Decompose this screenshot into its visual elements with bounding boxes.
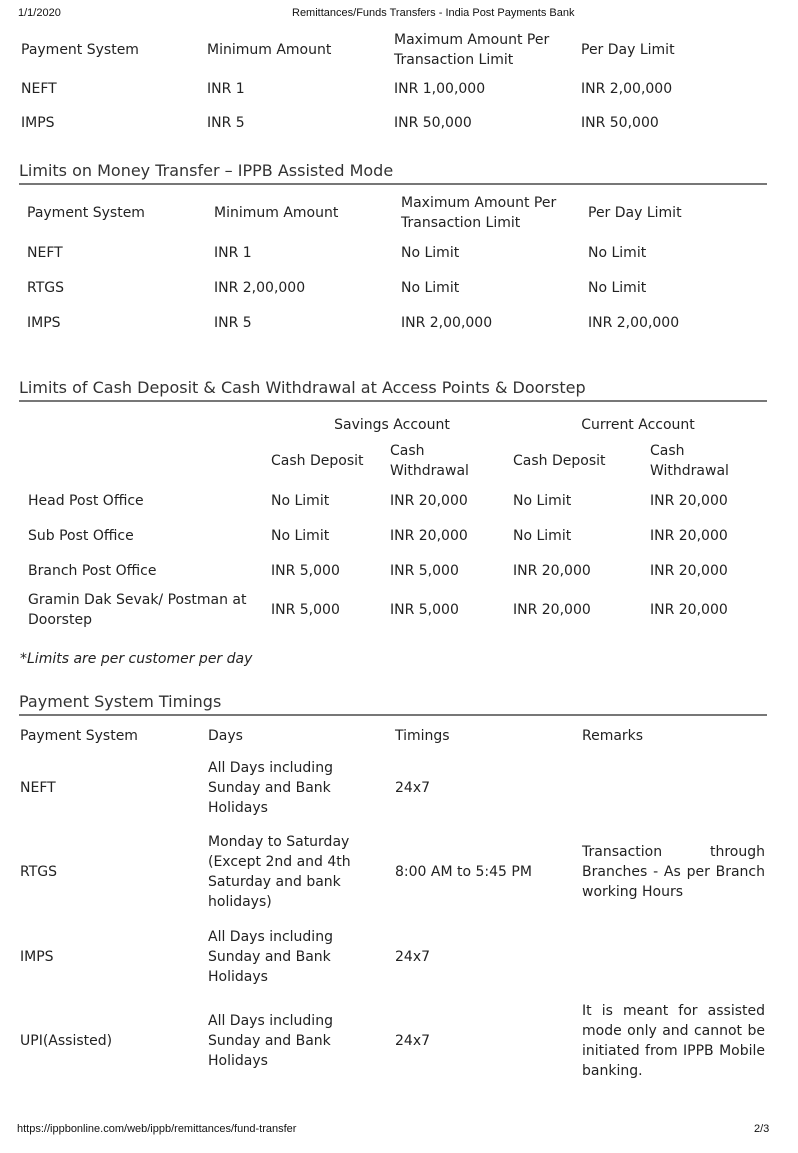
table-cell: INR 2,00,000 xyxy=(401,314,493,331)
table-cell: INR 50,000 xyxy=(394,115,472,131)
column-header: Cash Withdrawal xyxy=(650,443,729,479)
savings-account-header: Savings Account xyxy=(334,417,450,433)
table-cell: No Limit xyxy=(588,244,647,261)
table-cell: RTGS xyxy=(20,864,57,880)
table-cell: INR 5,000 xyxy=(271,602,340,618)
table-cell: INR 20,000 xyxy=(650,562,728,579)
table-row xyxy=(20,826,765,918)
table-cell: INR 5 xyxy=(214,314,252,331)
column-header: Minimum Amount xyxy=(207,42,332,58)
column-header: Cash Deposit xyxy=(271,453,364,469)
table-cell: No Limit xyxy=(401,244,460,261)
column-header: Payment System xyxy=(21,42,139,58)
column-header: Cash Withdrawal xyxy=(390,443,469,479)
table-cell: Head Post Office xyxy=(28,492,144,509)
table-cell: NEFT xyxy=(27,244,63,261)
table-cell: No Limit xyxy=(513,527,572,544)
table-cell xyxy=(582,749,765,826)
table-row xyxy=(27,305,767,340)
table-cell: INR 5,000 xyxy=(271,562,340,579)
print-title: Remittances/Funds Transfers - India Post Payments Bank xyxy=(292,7,575,19)
table-row xyxy=(27,270,767,305)
table-row xyxy=(27,235,767,270)
table-cell: INR 20,000 xyxy=(650,527,728,544)
table-cell: INR 2,00,000 xyxy=(214,279,306,296)
table-cell: All Days including Sunday and Bank Holidays xyxy=(208,1013,333,1069)
table-cell: No Limit xyxy=(271,492,330,509)
table-row xyxy=(28,518,763,553)
table-row xyxy=(28,483,763,518)
column-header: Per Day Limit xyxy=(581,42,675,58)
table-cell: INR 5,000 xyxy=(390,602,459,618)
group-header-row xyxy=(28,411,763,439)
table-cell: INR 1 xyxy=(207,81,245,97)
table-cell: INR 2,00,000 xyxy=(588,314,680,331)
table-cell: INR 20,000 xyxy=(513,602,591,618)
table-row xyxy=(21,72,761,106)
table-row xyxy=(21,106,761,140)
table-cell: INR 20,000 xyxy=(390,492,468,509)
column-header: Days xyxy=(208,727,243,744)
table-cell: IMPS xyxy=(27,314,61,331)
table-cell: INR 5 xyxy=(207,115,245,131)
page-number: 2/3 xyxy=(754,1123,770,1135)
cash-limits-heading: Limits of Cash Deposit & Cash Withdrawal at Access Points & Doorstep xyxy=(19,378,767,402)
table-cell: INR 20,000 xyxy=(650,492,728,509)
table-row xyxy=(28,553,763,588)
timings-heading: Payment System Timings xyxy=(19,692,767,716)
limits-table xyxy=(21,28,761,140)
assisted-mode-heading: Limits on Money Transfer – IPPB Assisted Mode xyxy=(19,161,767,185)
table-header-row xyxy=(21,28,761,72)
table-row xyxy=(28,588,763,632)
limits-note: *Limits are per customer per day xyxy=(20,651,253,667)
table-header-row xyxy=(27,191,767,235)
table-cell: 24x7 xyxy=(395,779,431,796)
table-cell: INR 20,000 xyxy=(390,527,468,544)
table-cell: RTGS xyxy=(27,279,64,296)
column-header: Timings xyxy=(395,727,450,744)
table-cell: INR 20,000 xyxy=(650,602,728,618)
table-cell: Gramin Dak Sevak/ Postman at Doorstep xyxy=(28,592,247,628)
table-row xyxy=(20,918,765,995)
column-header: Maximum Amount Per Transaction Limit xyxy=(401,195,557,231)
table-cell: INR 5,000 xyxy=(390,562,459,579)
sub-header-row xyxy=(28,439,763,483)
table-cell: INR 2,00,000 xyxy=(581,81,673,97)
table-cell: No Limit xyxy=(588,279,647,296)
column-header: Maximum Amount Per Transaction Limit xyxy=(394,32,550,68)
cash-limits-table xyxy=(28,411,763,632)
table-cell: No Limit xyxy=(271,527,330,544)
page-url[interactable]: https://ippbonline.com/web/ippb/remittances/fund-transfer xyxy=(17,1123,297,1135)
table-cell: No Limit xyxy=(401,279,460,296)
table-cell: NEFT xyxy=(20,779,56,796)
current-account-header: Current Account xyxy=(581,417,695,433)
table-cell: INR 1,00,000 xyxy=(394,81,486,97)
column-header: Per Day Limit xyxy=(588,205,682,221)
table-cell: All Days including Sunday and Bank Holidays xyxy=(208,928,333,985)
table-cell xyxy=(582,918,765,995)
table-cell: It is meant for assisted mode only and cannot be initiated from IPPB Mobile banking. xyxy=(582,1003,765,1079)
assisted-mode-table xyxy=(27,191,767,340)
column-header: Minimum Amount xyxy=(214,205,339,221)
table-cell: No Limit xyxy=(513,492,572,509)
table-cell: INR 20,000 xyxy=(513,562,591,579)
table-cell: Transaction through Branches - As per Branch working Hours xyxy=(582,844,765,900)
table-cell: 24x7 xyxy=(395,1033,431,1049)
table-cell: Monday to Saturday (Except 2nd and 4th Saturday and bank holidays) xyxy=(208,834,351,910)
table-row xyxy=(20,995,765,1087)
table-row xyxy=(20,749,765,826)
table-header-row xyxy=(20,722,765,749)
table-cell: IMPS xyxy=(21,115,55,131)
column-header: Payment System xyxy=(20,727,138,744)
table-cell: NEFT xyxy=(21,81,57,97)
table-cell: All Days including Sunday and Bank Holidays xyxy=(208,759,333,816)
timings-table xyxy=(20,722,765,1087)
table-cell: INR 1 xyxy=(214,244,252,261)
column-header: Cash Deposit xyxy=(513,453,606,469)
table-cell: 24x7 xyxy=(395,948,431,965)
table-cell: INR 50,000 xyxy=(581,115,659,131)
column-header: Remarks xyxy=(582,727,644,744)
print-date: 1/1/2020 xyxy=(18,7,61,19)
column-header: Payment System xyxy=(27,205,145,221)
table-cell: 8:00 AM to 5:45 PM xyxy=(395,864,532,880)
table-cell: Sub Post Office xyxy=(28,527,134,544)
table-cell: Branch Post Office xyxy=(28,562,157,579)
table-cell: IMPS xyxy=(20,948,54,965)
table-cell: UPI(Assisted) xyxy=(20,1033,113,1049)
